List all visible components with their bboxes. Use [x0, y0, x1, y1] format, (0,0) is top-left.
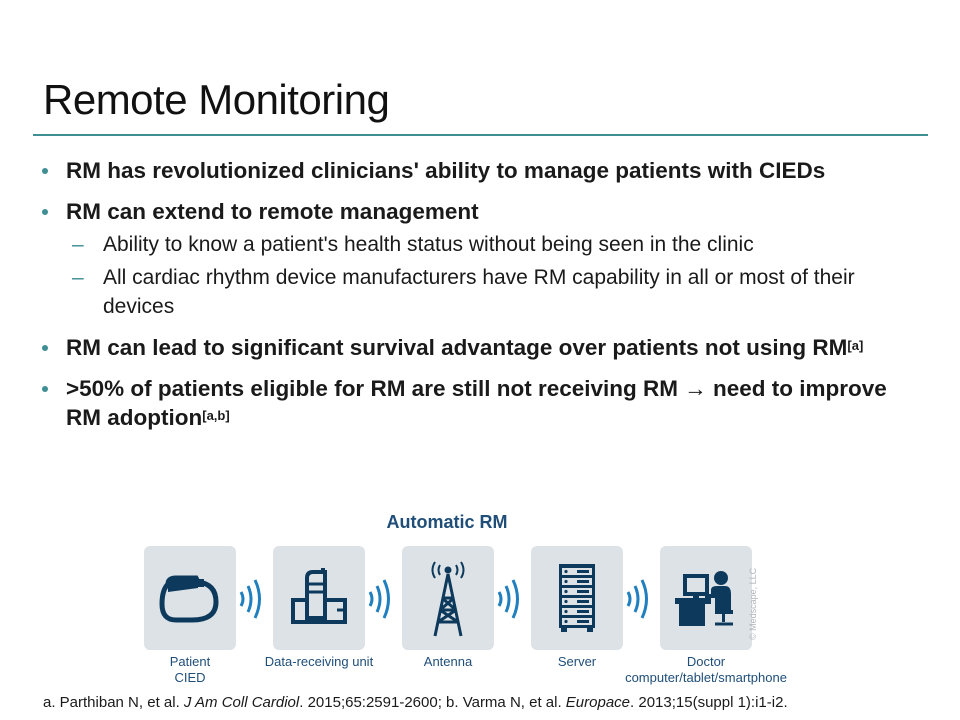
node-label: Server — [557, 654, 597, 669]
sub-bullet-item: – All cardiac rhythm device manufacturers have RM capability in all or most of their devices — [42, 263, 922, 321]
bullet-dot-icon — [42, 168, 48, 174]
citation: [a] — [847, 338, 864, 353]
wireless-signal-icon — [622, 574, 658, 624]
node-server — [531, 546, 623, 650]
doctor-computer-icon — [673, 568, 739, 628]
node-label: Data-receiving unit — [264, 654, 374, 669]
data-receiving-unit-icon — [287, 566, 351, 630]
sub-bullet-item: – Ability to know a patient's health status without being seen in the clinic — [42, 230, 922, 259]
node-label: Doctor computer/tablet/smartphone — [625, 654, 787, 685]
bullet-dot-icon — [42, 345, 48, 351]
bullet-dot-icon — [42, 386, 48, 392]
bullet-item: RM can extend to remote management — [42, 197, 922, 226]
dash-icon: – — [72, 266, 84, 289]
wireless-signal-icon — [493, 574, 529, 624]
bullet-list — [42, 156, 922, 444]
node-data-receiving-unit — [273, 546, 365, 650]
bullet-dot-icon — [42, 209, 48, 215]
node-antenna — [402, 546, 494, 650]
title-divider — [33, 134, 928, 136]
server-rack-icon — [557, 562, 597, 634]
antenna-tower-icon — [423, 558, 473, 638]
copyright-notice: © Medscape, LLC — [748, 567, 758, 640]
wireless-signal-icon — [235, 574, 271, 624]
references: a. Parthiban N, et al. J Am Coll Cardiol. 2015;65:2591-2600; b. Varma N, et al. Europace. 2013;15(suppl 1):i1-i2. — [43, 694, 788, 711]
bullet-item: RM has revolutionized clinicians' ability to manage patients with CIEDs — [42, 156, 922, 185]
node-doctor — [660, 546, 752, 650]
slide-title: Remote Monitoring — [43, 76, 390, 123]
diagram-title: Automatic RM — [386, 512, 508, 532]
pacemaker-icon — [158, 570, 222, 626]
bullet-item: >50% of patients eligible for RM are still not receiving RM → need to improve RM adoption[a,b] — [42, 374, 922, 432]
wireless-signal-icon — [364, 574, 400, 624]
dash-icon: – — [72, 233, 84, 256]
node-label: Antenna — [423, 654, 473, 669]
citation: [a,b] — [202, 408, 230, 423]
bullet-item: RM can lead to significant survival advantage over patients not using RM[a] — [42, 333, 922, 362]
node-patient-cied — [144, 546, 236, 650]
node-label: Patient CIED — [169, 654, 211, 685]
